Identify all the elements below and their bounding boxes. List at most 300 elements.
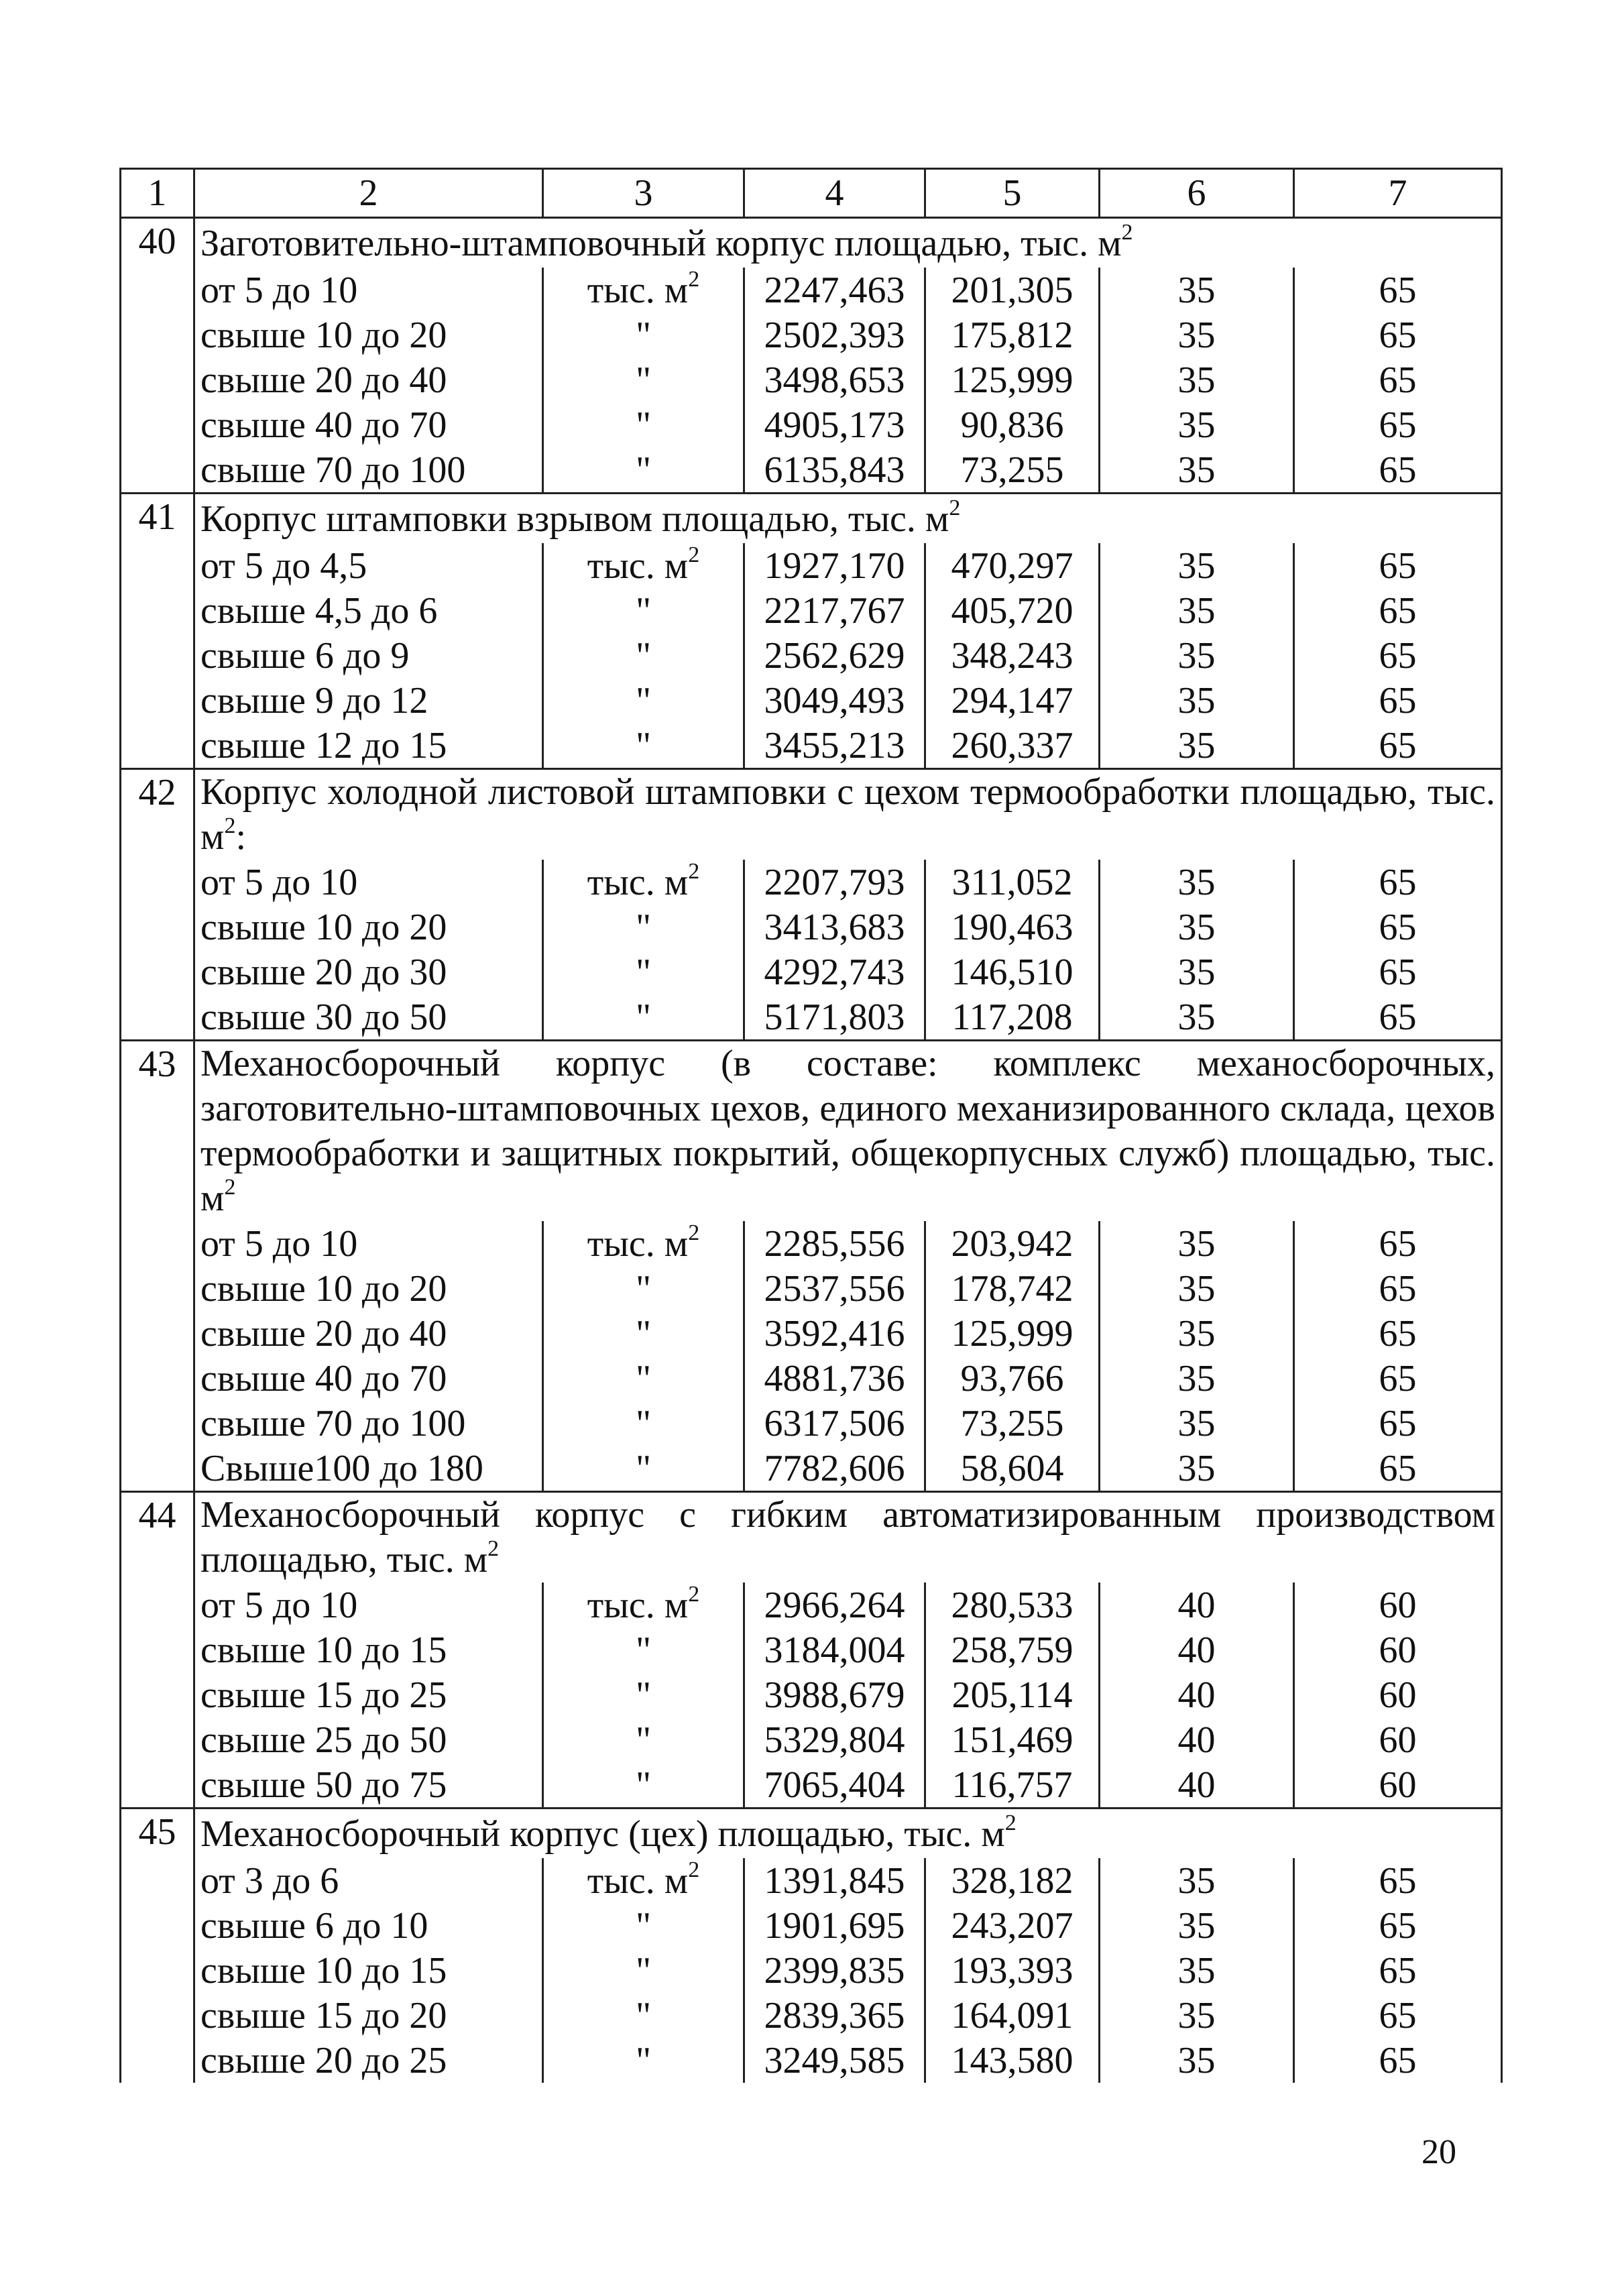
group-title-row: [121, 494, 1502, 544]
value-col5-cell: 260,337: [925, 723, 1100, 769]
value-col4-cell: 3413,683: [744, 905, 925, 950]
table-row: [121, 1717, 1502, 1762]
header-cell: 5: [925, 169, 1100, 218]
value-col4-cell: 3184,004: [744, 1627, 925, 1672]
value-col5-cell: 205,114: [925, 1672, 1100, 1717]
value-col4-cell: 2399,835: [744, 1948, 925, 1993]
value-col6-cell: 35: [1100, 1221, 1294, 1266]
row-number-cell: [121, 1266, 194, 1311]
value-col4-cell: 2839,365: [744, 1993, 925, 2038]
table-row: [121, 1627, 1502, 1672]
header-cell: 7: [1294, 169, 1502, 218]
value-col6-cell: 35: [1100, 950, 1294, 994]
group-title: [194, 1492, 1502, 1583]
group-title: [194, 1041, 1502, 1222]
value-col7-cell: 65: [1294, 588, 1502, 633]
value-col4-cell: 3049,493: [744, 678, 925, 723]
table-row: [121, 1446, 1502, 1492]
group-number: 42: [121, 769, 194, 860]
row-number-cell: [121, 1583, 194, 1627]
value-col6-cell: 35: [1100, 1401, 1294, 1446]
value-col5-cell: 405,720: [925, 588, 1100, 633]
unit-cell: [543, 1858, 744, 1903]
table-row: [121, 994, 1502, 1041]
value-col4-cell: 2247,463: [744, 268, 925, 312]
group-title: [194, 218, 1502, 268]
value-col6-cell: 35: [1100, 543, 1294, 588]
group-title-text: Механосборочный корпус (цех) площадью, тыс. м: [200, 1813, 1005, 1855]
range-cell: свыше 10 до 15: [194, 1948, 543, 1993]
value-col5-cell: 178,742: [925, 1266, 1100, 1311]
group-title-text: Механосборочный корпус с гибким автоматизированным производством площадью, тыс. м: [200, 1494, 1495, 1581]
unit-cell: [543, 1221, 744, 1266]
group-title-superscript: 2: [1121, 219, 1133, 245]
value-col6-cell: 35: [1100, 1311, 1294, 1356]
range-cell: свыше 20 до 25: [194, 2038, 543, 2083]
unit-text: тыс. м: [587, 269, 689, 311]
value-col4-cell: 3249,585: [744, 2038, 925, 2083]
group-number: 45: [121, 1809, 194, 1859]
group-title-text: Механосборочный корпус (в составе: комплекс механосборочных, заготовительно-штамповочных цехов, единого механизированного склада, цехов термообработки и защитных покрытий, общекорпусных служб) площадью, тыс. м: [200, 1043, 1495, 1219]
range-cell: свыше 20 до 40: [194, 1311, 543, 1356]
range-cell: от 5 до 10: [194, 860, 543, 905]
value-col4-cell: 4905,173: [744, 402, 925, 447]
unit-cell: [543, 1903, 744, 1948]
value-col4-cell: 1391,845: [744, 1858, 925, 1903]
table-body: [121, 169, 1502, 2083]
value-col4-cell: 1901,695: [744, 1903, 925, 1948]
value-col5-cell: 151,469: [925, 1717, 1100, 1762]
row-number-cell: [121, 447, 194, 494]
unit-text: ": [636, 404, 651, 446]
unit-cell: [543, 1762, 744, 1809]
unit-text: тыс. м: [587, 1859, 689, 1902]
table-row: [121, 1858, 1502, 1903]
value-col6-cell: 40: [1100, 1583, 1294, 1627]
value-col4-cell: 2562,629: [744, 633, 925, 678]
group-title-row: [121, 1809, 1502, 1859]
group-title-superscript: 2: [949, 495, 961, 520]
row-number-cell: [121, 543, 194, 588]
unit-text: ": [636, 1629, 651, 1671]
value-col5-cell: 311,052: [925, 860, 1100, 905]
unit-cell: [543, 1627, 744, 1672]
unit-text: ": [636, 1357, 651, 1399]
table-row: [121, 633, 1502, 678]
value-col4-cell: 5329,804: [744, 1717, 925, 1762]
table-row: [121, 1672, 1502, 1717]
row-number-cell: [121, 268, 194, 312]
row-number-cell: [121, 1717, 194, 1762]
value-col4-cell: 4292,743: [744, 950, 925, 994]
value-col7-cell: 60: [1294, 1583, 1502, 1627]
value-col6-cell: 40: [1100, 1762, 1294, 1809]
value-col5-cell: 294,147: [925, 678, 1100, 723]
row-number-cell: [121, 312, 194, 357]
range-cell: свыше 20 до 30: [194, 950, 543, 994]
table-row: [121, 2038, 1502, 2083]
table-row: [121, 1903, 1502, 1948]
unit-superscript: 2: [688, 1857, 700, 1882]
value-col6-cell: 35: [1100, 357, 1294, 402]
range-cell: от 3 до 6: [194, 1858, 543, 1903]
value-col4-cell: 2285,556: [744, 1221, 925, 1266]
value-col6-cell: 35: [1100, 723, 1294, 769]
group-title-text: Корпус холодной листовой штамповки с цехом термообработки площадью, тыс. м: [200, 771, 1495, 858]
table-row: [121, 402, 1502, 447]
value-col7-cell: 65: [1294, 1401, 1502, 1446]
value-col7-cell: 65: [1294, 633, 1502, 678]
value-col7-cell: 65: [1294, 447, 1502, 494]
value-col5-cell: 328,182: [925, 1858, 1100, 1903]
value-col7-cell: 65: [1294, 402, 1502, 447]
unit-superscript: 2: [688, 858, 700, 884]
table-row: [121, 312, 1502, 357]
unit-cell: [543, 1993, 744, 2038]
range-cell: Свыше100 до 180: [194, 1446, 543, 1492]
unit-text: ": [636, 2039, 651, 2081]
range-cell: свыше 50 до 75: [194, 1762, 543, 1809]
row-number-cell: [121, 905, 194, 950]
value-col6-cell: 35: [1100, 678, 1294, 723]
unit-cell: [543, 1948, 744, 1993]
value-col4-cell: 4881,736: [744, 1356, 925, 1401]
value-col6-cell: 35: [1100, 447, 1294, 494]
unit-cell: [543, 1311, 744, 1356]
unit-cell: [543, 1356, 744, 1401]
value-col7-cell: 65: [1294, 723, 1502, 769]
row-number-cell: [121, 950, 194, 994]
range-cell: от 5 до 10: [194, 1221, 543, 1266]
row-number-cell: [121, 1948, 194, 1993]
unit-text: ": [636, 634, 651, 677]
value-col6-cell: 40: [1100, 1717, 1294, 1762]
range-cell: от 5 до 4,5: [194, 543, 543, 588]
table-row: [121, 1762, 1502, 1809]
value-col6-cell: 35: [1100, 1446, 1294, 1492]
table-row: [121, 543, 1502, 588]
unit-cell: [543, 1266, 744, 1311]
row-number-cell: [121, 402, 194, 447]
value-col5-cell: 201,305: [925, 268, 1100, 312]
value-col4-cell: 2966,264: [744, 1583, 925, 1627]
unit-text: ": [636, 1994, 651, 2036]
row-number-cell: [121, 1672, 194, 1717]
header-cell: 3: [543, 169, 744, 218]
unit-cell: [543, 678, 744, 723]
value-col7-cell: 65: [1294, 1221, 1502, 1266]
unit-cell: [543, 447, 744, 494]
group-number: 41: [121, 494, 194, 544]
group-title-superscript: 2: [224, 1175, 236, 1200]
table-row: [121, 1266, 1502, 1311]
table-row: [121, 1993, 1502, 2038]
row-number-cell: [121, 1356, 194, 1401]
value-col7-cell: 60: [1294, 1762, 1502, 1809]
value-col4-cell: 5171,803: [744, 994, 925, 1041]
value-col5-cell: 117,208: [925, 994, 1100, 1041]
value-col7-cell: 65: [1294, 1993, 1502, 2038]
row-number-cell: [121, 1221, 194, 1266]
unit-cell: [543, 723, 744, 769]
range-cell: свыше 70 до 100: [194, 447, 543, 494]
value-col7-cell: 65: [1294, 1311, 1502, 1356]
unit-text: ": [636, 1764, 651, 1806]
row-number-cell: [121, 357, 194, 402]
header-cell: 1: [121, 169, 194, 218]
row-number-cell: [121, 860, 194, 905]
unit-cell: [543, 1446, 744, 1492]
value-col5-cell: 73,255: [925, 1401, 1100, 1446]
value-col6-cell: 35: [1100, 1903, 1294, 1948]
value-col5-cell: 116,757: [925, 1762, 1100, 1809]
value-col7-cell: 65: [1294, 1266, 1502, 1311]
unit-text: ": [636, 724, 651, 766]
range-cell: свыше 6 до 9: [194, 633, 543, 678]
row-number-cell: [121, 1627, 194, 1672]
group-title-row: [121, 1492, 1502, 1583]
unit-text: ": [636, 1674, 651, 1716]
unit-text: ": [636, 1402, 651, 1444]
value-col5-cell: 93,766: [925, 1356, 1100, 1401]
value-col7-cell: 65: [1294, 905, 1502, 950]
range-cell: свыше 10 до 20: [194, 1266, 543, 1311]
value-col7-cell: 65: [1294, 950, 1502, 994]
row-number-cell: [121, 994, 194, 1041]
range-cell: от 5 до 10: [194, 1583, 543, 1627]
value-col6-cell: 35: [1100, 268, 1294, 312]
range-cell: свыше 15 до 20: [194, 1993, 543, 2038]
group-title: [194, 1809, 1502, 1859]
value-col4-cell: 6317,506: [744, 1401, 925, 1446]
range-cell: свыше 6 до 10: [194, 1903, 543, 1948]
value-col7-cell: 65: [1294, 2038, 1502, 2083]
range-cell: свыше 10 до 20: [194, 905, 543, 950]
value-col5-cell: 164,091: [925, 1993, 1100, 2038]
range-cell: свыше 70 до 100: [194, 1401, 543, 1446]
unit-cell: [543, 268, 744, 312]
row-number-cell: [121, 1903, 194, 1948]
unit-cell: [543, 860, 744, 905]
row-number-cell: [121, 1401, 194, 1446]
row-number-cell: [121, 1858, 194, 1903]
unit-superscript: 2: [688, 266, 700, 292]
group-title-row: [121, 769, 1502, 860]
unit-cell: [543, 633, 744, 678]
unit-text: тыс. м: [587, 861, 689, 903]
value-col4-cell: 1927,170: [744, 543, 925, 588]
unit-text: ": [636, 1267, 651, 1310]
table-row: [121, 1401, 1502, 1446]
value-col5-cell: 243,207: [925, 1903, 1100, 1948]
table-row: [121, 1311, 1502, 1356]
value-col7-cell: 65: [1294, 1948, 1502, 1993]
row-number-cell: [121, 1311, 194, 1356]
value-col7-cell: 65: [1294, 678, 1502, 723]
table-row: [121, 905, 1502, 950]
header-cell: 6: [1100, 169, 1294, 218]
value-col5-cell: 470,297: [925, 543, 1100, 588]
range-cell: от 5 до 10: [194, 268, 543, 312]
value-col5-cell: 348,243: [925, 633, 1100, 678]
value-col6-cell: 35: [1100, 1356, 1294, 1401]
value-col5-cell: 193,393: [925, 1948, 1100, 1993]
group-title-superscript: 2: [224, 813, 236, 838]
value-col5-cell: 73,255: [925, 447, 1100, 494]
table-row: [121, 447, 1502, 494]
value-col5-cell: 258,759: [925, 1627, 1100, 1672]
value-col7-cell: 65: [1294, 1446, 1502, 1492]
group-number: 44: [121, 1492, 194, 1583]
value-col5-cell: 280,533: [925, 1583, 1100, 1627]
group-title: [194, 769, 1502, 860]
unit-cell: [543, 588, 744, 633]
unit-text: ": [636, 906, 651, 948]
value-col4-cell: 2537,556: [744, 1266, 925, 1311]
value-col6-cell: 35: [1100, 312, 1294, 357]
row-number-cell: [121, 1446, 194, 1492]
unit-text: ": [636, 996, 651, 1038]
value-col7-cell: 65: [1294, 1903, 1502, 1948]
unit-text: ": [636, 1719, 651, 1761]
value-col5-cell: 146,510: [925, 950, 1100, 994]
value-col6-cell: 35: [1100, 2038, 1294, 2083]
unit-cell: [543, 1717, 744, 1762]
value-col5-cell: 125,999: [925, 357, 1100, 402]
value-col7-cell: 60: [1294, 1627, 1502, 1672]
value-col6-cell: 35: [1100, 1266, 1294, 1311]
value-col4-cell: 2207,793: [744, 860, 925, 905]
range-cell: свыше 25 до 50: [194, 1717, 543, 1762]
unit-cell: [543, 543, 744, 588]
value-col5-cell: 143,580: [925, 2038, 1100, 2083]
table-row: [121, 678, 1502, 723]
group-title-text: Заготовительно-штамповочный корпус площадью, тыс. м: [200, 222, 1122, 264]
unit-text: тыс. м: [587, 1584, 689, 1626]
unit-cell: [543, 1672, 744, 1717]
unit-cell: [543, 1401, 744, 1446]
value-col7-cell: 65: [1294, 543, 1502, 588]
value-col7-cell: 65: [1294, 268, 1502, 312]
value-col6-cell: 35: [1100, 994, 1294, 1041]
unit-cell: [543, 1583, 744, 1627]
table-row: [121, 860, 1502, 905]
value-col5-cell: 190,463: [925, 905, 1100, 950]
value-col5-cell: 125,999: [925, 1311, 1100, 1356]
row-number-cell: [121, 678, 194, 723]
value-col4-cell: 3498,653: [744, 357, 925, 402]
value-col6-cell: 35: [1100, 1993, 1294, 2038]
value-col4-cell: 6135,843: [744, 447, 925, 494]
unit-text: ": [636, 449, 651, 491]
value-col5-cell: 90,836: [925, 402, 1100, 447]
row-number-cell: [121, 1993, 194, 2038]
table-row: [121, 1221, 1502, 1266]
row-number-cell: [121, 588, 194, 633]
value-col6-cell: 35: [1100, 1948, 1294, 1993]
group-number: 40: [121, 218, 194, 268]
unit-text: ": [636, 314, 651, 356]
range-cell: свыше 40 до 70: [194, 1356, 543, 1401]
value-col7-cell: 65: [1294, 312, 1502, 357]
table-row: [121, 723, 1502, 769]
unit-cell: [543, 950, 744, 994]
value-col5-cell: 58,604: [925, 1446, 1100, 1492]
range-cell: свыше 10 до 15: [194, 1627, 543, 1672]
range-cell: свыше 40 до 70: [194, 402, 543, 447]
unit-text: тыс. м: [587, 544, 689, 587]
unit-text: ": [636, 679, 651, 722]
value-col4-cell: 2217,767: [744, 588, 925, 633]
value-col5-cell: 203,942: [925, 1221, 1100, 1266]
value-col4-cell: 2502,393: [744, 312, 925, 357]
value-col7-cell: 65: [1294, 1858, 1502, 1903]
group-title-row: [121, 218, 1502, 268]
range-cell: свыше 30 до 50: [194, 994, 543, 1041]
value-col7-cell: 65: [1294, 1356, 1502, 1401]
row-number-cell: [121, 2038, 194, 2083]
range-cell: свыше 12 до 15: [194, 723, 543, 769]
row-number-cell: [121, 633, 194, 678]
unit-superscript: 2: [688, 1220, 700, 1245]
row-number-cell: [121, 1762, 194, 1809]
unit-text: ": [636, 1447, 651, 1489]
table-row: [121, 1948, 1502, 1993]
range-cell: свыше 15 до 25: [194, 1672, 543, 1717]
range-cell: свыше 4,5 до 6: [194, 588, 543, 633]
value-col4-cell: 3988,679: [744, 1672, 925, 1717]
table-row: [121, 1583, 1502, 1627]
unit-text: ": [636, 1904, 651, 1947]
value-col4-cell: 7065,404: [744, 1762, 925, 1809]
table-row: [121, 357, 1502, 402]
unit-cell: [543, 312, 744, 357]
unit-text: ": [636, 1949, 651, 1992]
unit-superscript: 2: [688, 1581, 700, 1607]
value-col6-cell: 40: [1100, 1627, 1294, 1672]
value-col7-cell: 65: [1294, 357, 1502, 402]
unit-text: ": [636, 951, 651, 993]
unit-superscript: 2: [688, 542, 700, 567]
unit-text: ": [636, 359, 651, 401]
value-col4-cell: 3592,416: [744, 1311, 925, 1356]
cost-table: [119, 168, 1503, 2083]
range-cell: свыше 20 до 40: [194, 357, 543, 402]
value-col6-cell: 35: [1100, 905, 1294, 950]
value-col5-cell: 175,812: [925, 312, 1100, 357]
table-row: [121, 950, 1502, 994]
value-col6-cell: 35: [1100, 588, 1294, 633]
value-col6-cell: 35: [1100, 860, 1294, 905]
group-title-suffix: :: [235, 816, 246, 858]
unit-text: тыс. м: [587, 1222, 689, 1265]
row-number-cell: [121, 723, 194, 769]
table-row: [121, 588, 1502, 633]
table-row: [121, 1356, 1502, 1401]
table-row: [121, 268, 1502, 312]
value-col6-cell: 35: [1100, 633, 1294, 678]
range-cell: свыше 10 до 20: [194, 312, 543, 357]
value-col6-cell: 35: [1100, 1858, 1294, 1903]
value-col6-cell: 40: [1100, 1672, 1294, 1717]
value-col7-cell: 60: [1294, 1717, 1502, 1762]
unit-cell: [543, 905, 744, 950]
group-title: [194, 494, 1502, 544]
group-title-superscript: 2: [1004, 1810, 1017, 1835]
group-title-superscript: 2: [487, 1536, 500, 1561]
unit-cell: [543, 994, 744, 1041]
range-cell: свыше 9 до 12: [194, 678, 543, 723]
